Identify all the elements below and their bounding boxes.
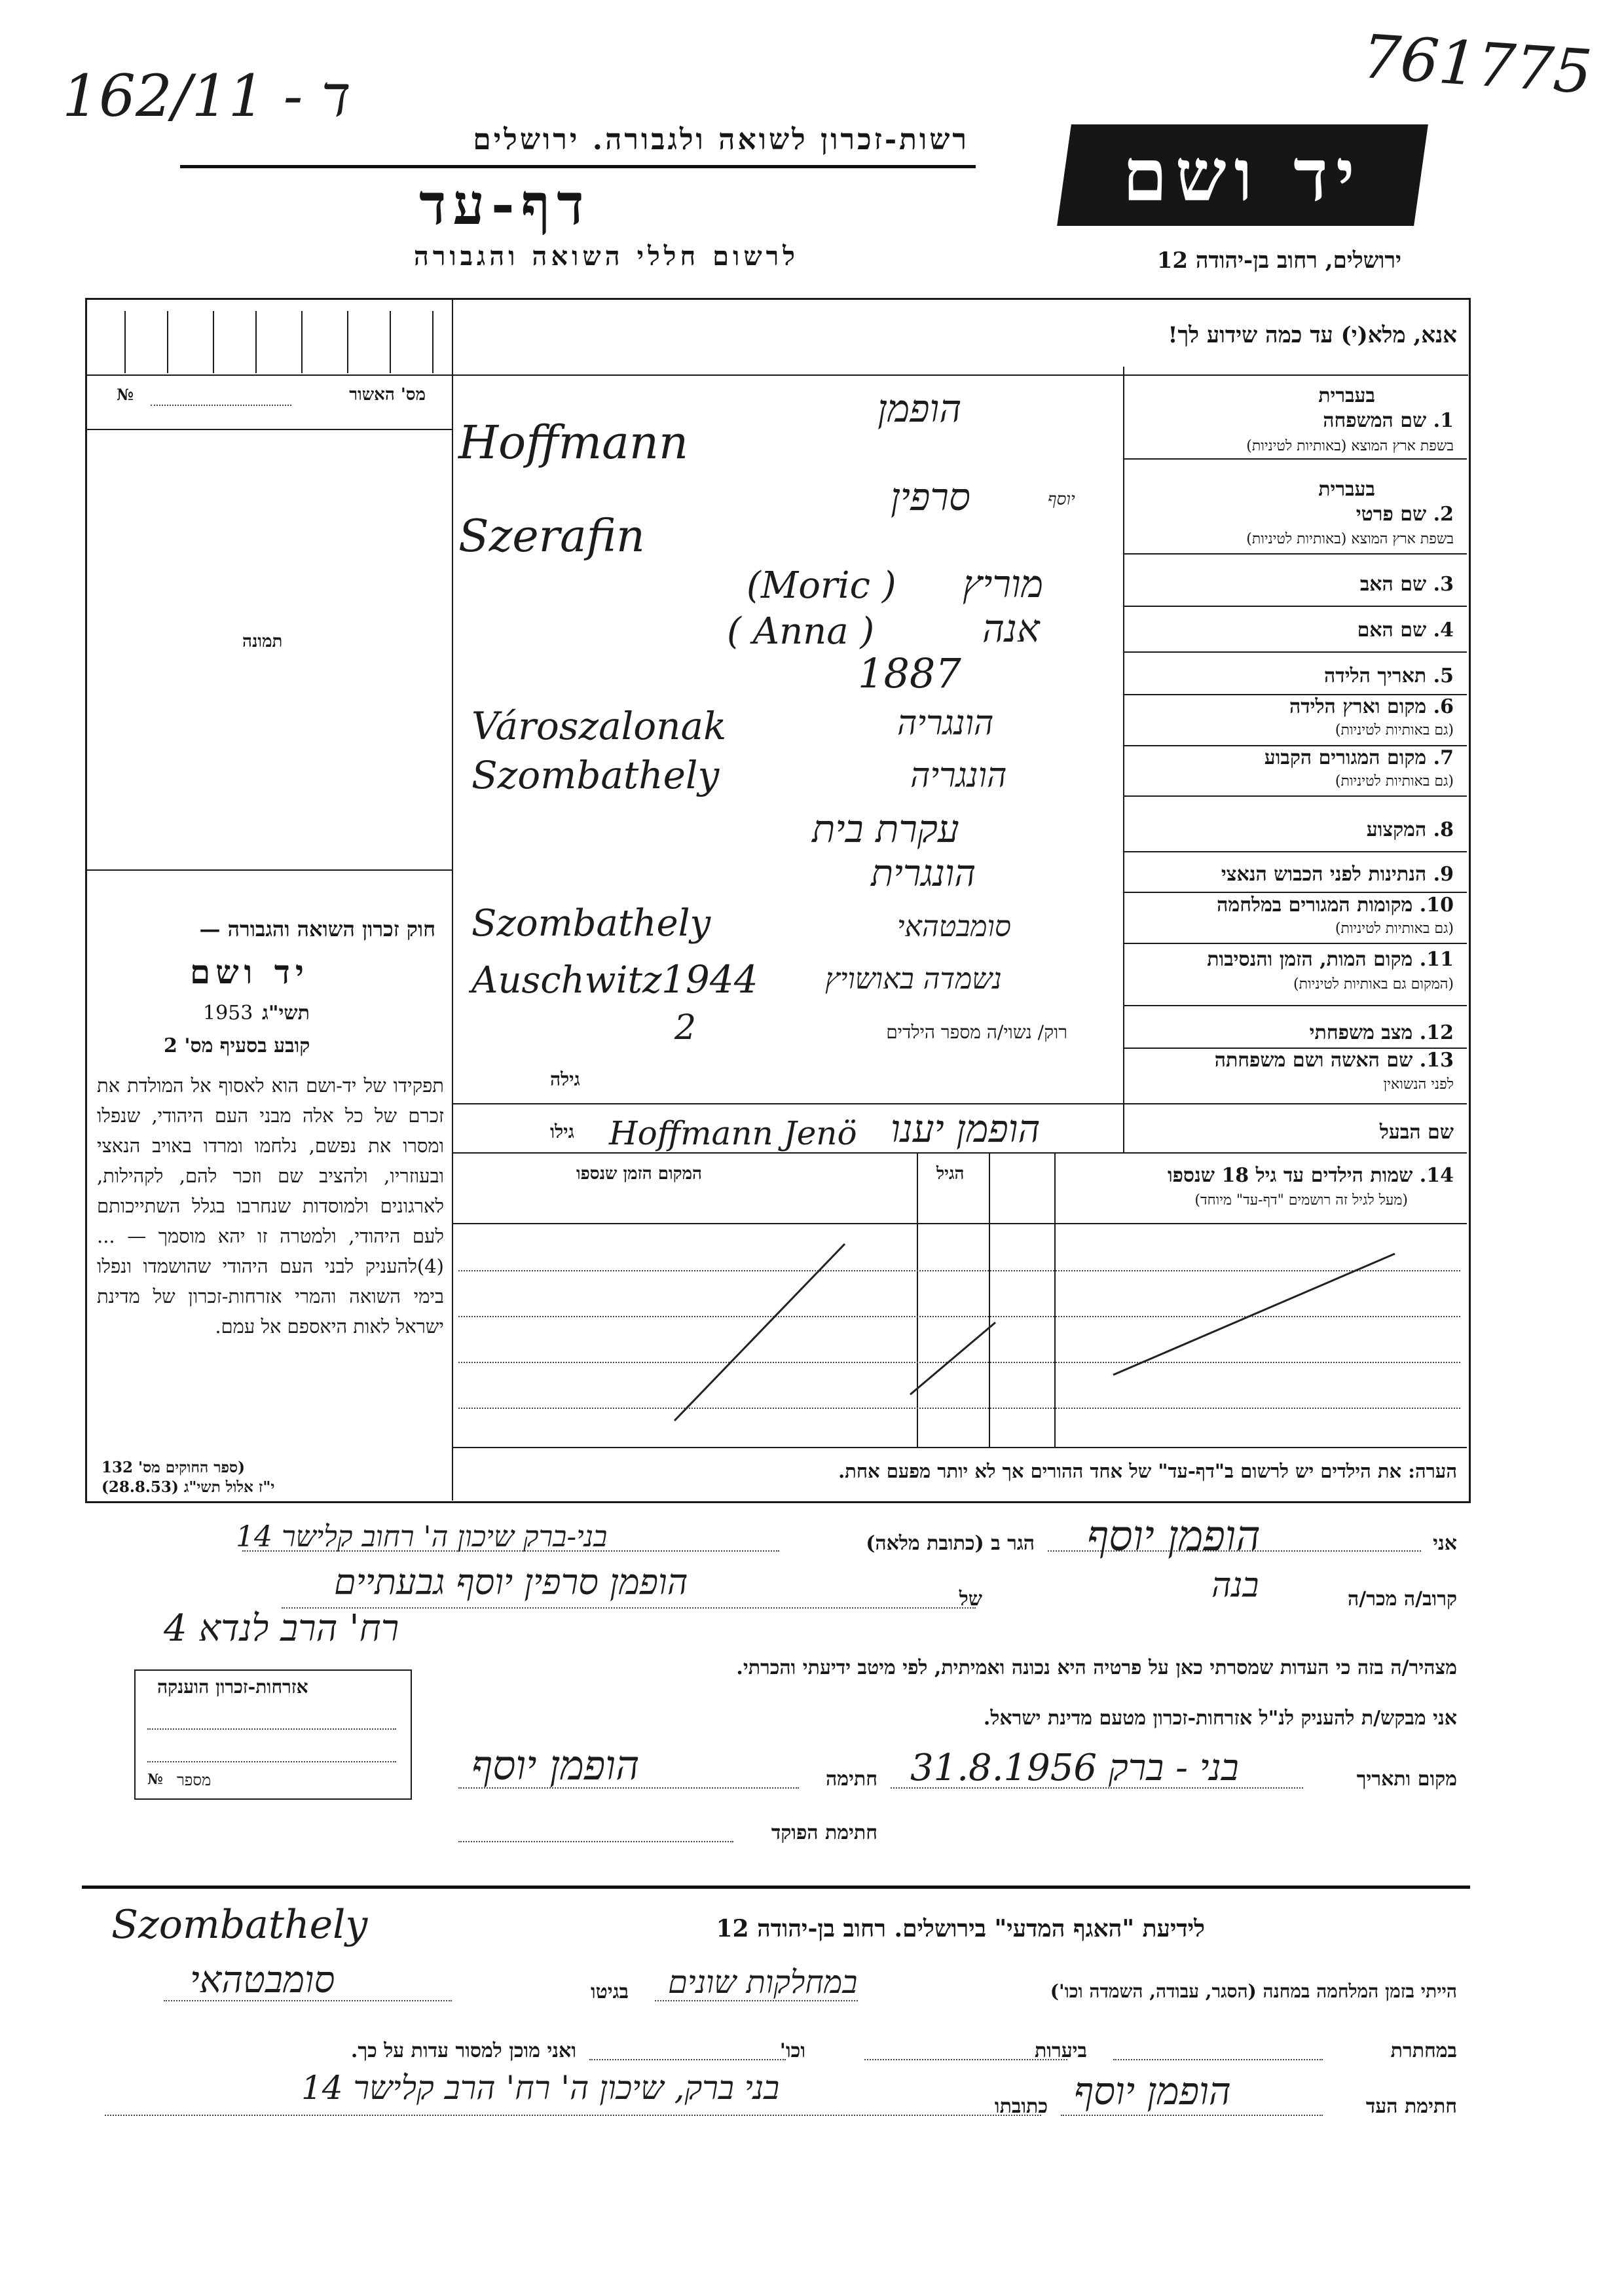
field-1-value-hebrew: הופמן xyxy=(877,386,962,431)
field-9-label: 9. הנתינות לפני הכבוש הנאצי xyxy=(1221,863,1454,886)
authority-underline xyxy=(180,165,976,168)
relative-value: בנה xyxy=(1211,1566,1259,1605)
field-13-label: 13. שם האשה ושם משפחתה xyxy=(1214,1049,1454,1072)
labels-column-separator xyxy=(1123,367,1124,1152)
field-10-label: 10. מקומות המגורים במלחמה xyxy=(1217,894,1454,917)
handwritten-reference-right: 761775 xyxy=(1359,21,1595,108)
signature-label: חתימה xyxy=(826,1768,877,1791)
ghetto-label: בגיטו xyxy=(590,1980,629,2003)
of-value: הופמן סרפין יוסף גבעתיים xyxy=(334,1561,688,1603)
stamp-boxes xyxy=(98,311,445,373)
etc-label: וכו' xyxy=(779,2039,805,2062)
field-11-value-hebrew: נשמדה באושויץ xyxy=(825,962,1002,996)
law-clause: קובע בסעיף מס' 2 xyxy=(164,1034,310,1057)
forests-label: ביערות xyxy=(1034,2039,1087,2062)
form-intro: אנא, מלא(י) עד כמה שידוע לך! xyxy=(1168,322,1457,348)
field-7-value-hebrew: הונגריה xyxy=(910,756,1007,795)
field-9-value: הונגרית xyxy=(871,852,976,895)
wife-age-label: גילה xyxy=(550,1068,580,1090)
hebrew-tag-2: בעברית xyxy=(1318,478,1375,501)
field-6-value-latin: Városzalonak xyxy=(471,704,727,748)
scientific-dept-heading: לידיעת "האגף המדעי" בירושלים. רחוב בן-יהודה 12 xyxy=(716,1915,1205,1942)
cert-number-mark: № xyxy=(117,385,134,404)
relative-label: קרוב/ה מכר/ה xyxy=(1348,1588,1457,1611)
hebrew-tag-1: בעברית xyxy=(1318,384,1375,407)
field-6-label: 6. מקום וארץ הלידה xyxy=(1289,695,1454,718)
camp-statement: הייתי בזמן המלחמה במחנה (הסגר, עבודה, השמדה וכו') xyxy=(1050,1980,1457,2002)
field-4-value-latin: ( Anna ) xyxy=(727,610,875,653)
field-5-label: 5. תאריך הלידה xyxy=(1324,665,1454,687)
field-6-value-hebrew: הונגריה xyxy=(897,704,994,743)
law-title: חוק זכרון השואה והגבורה — xyxy=(199,917,435,941)
address-extra: רח' הרב לנדא 4 xyxy=(164,1607,399,1650)
declarant-label: אני xyxy=(1433,1532,1457,1555)
residence-value: בני-ברק שיכון ה' רחוב קלישר 14 xyxy=(236,1520,608,1554)
residence-label: הגר ב (כתובת מלאה) xyxy=(866,1532,1035,1555)
field-4-label: 4. שם האם xyxy=(1357,619,1454,642)
underground-label: במחתרת xyxy=(1390,2039,1457,2062)
field-10-value-hebrew: סומבטהאי xyxy=(897,910,1011,943)
request-statement: אני מבקש/ת להעניק לנ"ל אזרחות-זכרון מטעם מדינת ישראל. xyxy=(983,1707,1457,1730)
children-age-column: הגיל xyxy=(936,1164,965,1184)
law-year-hebrew: תשי"ג xyxy=(262,1002,310,1025)
husband-age-label: גילו xyxy=(550,1121,574,1142)
witness-signature-value: הופמן יוסף xyxy=(1074,2069,1231,2113)
field-14-label: 14. שמות הילדים עד גיל 18 שנספו xyxy=(1167,1164,1454,1187)
field-1-sub: בשפת ארץ המוצא (באותיות לטיניות) xyxy=(1246,438,1454,454)
field-8-label: 8. המקצוע xyxy=(1366,818,1454,841)
institution-address: ירושלים, רחוב בן-יהודה 12 xyxy=(1156,247,1401,274)
field-13-sub: לפני הנשואין xyxy=(1383,1076,1454,1093)
witness-address-label: כתובתו xyxy=(994,2095,1048,2118)
law-logo: יד ושם xyxy=(190,953,309,991)
ghetto-value: סומבטהאי xyxy=(190,1959,335,2001)
handwritten-reference-left: 162/ד - 11 xyxy=(62,62,351,130)
memorial-box-title: אזרחות-זכרון הוענקה xyxy=(157,1676,308,1698)
place-date-label: מקום ותאריך xyxy=(1356,1768,1457,1791)
field-10-value-latin: Szombathely xyxy=(471,902,711,945)
memorial-box-number: מספר xyxy=(177,1771,212,1789)
field-12-printed: רוק/ נשוי/ה מספר הילדים xyxy=(886,1021,1067,1043)
place-date-value: בני - ברק 31.8.1956 xyxy=(910,1747,1239,1789)
witness-signature-label: חתימת העד xyxy=(1365,2095,1457,2118)
husband-value-hebrew: הופמן יענו xyxy=(891,1106,1041,1151)
declarant-signature: הופמן יוסף xyxy=(471,1741,640,1789)
field-3-value-hebrew: מוריץ xyxy=(963,562,1044,606)
field-2-sub: בשפת ארץ המוצא (באותיות לטיניות) xyxy=(1246,531,1454,547)
logo-text: יד ושם xyxy=(1122,133,1363,217)
field-8-value: עקרת בית xyxy=(812,807,959,851)
official-signature-label: חתימת הפוקד xyxy=(771,1821,877,1844)
law-source-date: י"ז אלול תשי"ג (28.8.53) xyxy=(101,1478,275,1496)
law-source: (ספר החוקים מס' 132 xyxy=(101,1459,245,1476)
field-2-value-extra: יוסף xyxy=(1048,490,1075,509)
field-2-label: 2. שם פרטי xyxy=(1356,503,1454,526)
field-11-sub: (המקום גם באותיות לטיניות) xyxy=(1293,976,1454,993)
document-subtitle: לרשום חללי השואה והגבורה xyxy=(413,241,799,272)
field-12-children-count: 2 xyxy=(674,1008,697,1048)
section-divider xyxy=(82,1886,1470,1889)
field-7-sub: (גם באותיות לטיניות) xyxy=(1335,773,1454,790)
authority-name: רשות-זכרון לשואה ולגבורה. ירושלים xyxy=(473,123,969,156)
field-6-sub: (גם באותיות לטיניות) xyxy=(1335,722,1454,738)
field-7-label: 7. מקום המגורים הקבוע xyxy=(1264,746,1454,769)
field-11-value-year: 1944 xyxy=(661,957,758,1002)
left-column-separator xyxy=(452,299,453,1501)
yad-vashem-logo xyxy=(1057,124,1428,226)
of-label: של xyxy=(959,1588,982,1611)
field-5-value: 1887 xyxy=(858,649,961,697)
field-7-value-latin: Szombathely xyxy=(471,753,720,797)
field-10-sub: (גם באותיות לטיניות) xyxy=(1335,920,1454,937)
field-2-value-hebrew: סרפין xyxy=(891,475,970,519)
children-table-strike xyxy=(458,1224,1460,1447)
field-11-value-latin: Auschwitz xyxy=(471,959,662,1002)
field-3-value-latin: (Moric ) xyxy=(747,564,896,607)
witness-address-value: בני ברק, שיכון ה' רח' הרב קלישר 14 xyxy=(301,2069,780,2107)
declarant-value: הופמן יוסף xyxy=(1087,1512,1261,1561)
ready-statement: ואני מוכן למסור עדות על כך. xyxy=(350,2039,576,2062)
law-body: תפקידו של יד-ושם הוא לאסוף אל המולדת את זכרם של כל אלה מבני העם היהודי, שנפלו ומסרו את נפשם, נלחמו ומרדו באויב הנאצי ובעוזריו, ולהציב שם וזכר להם, לקהילות, לארגונים ולמוסדות שנחרבו בגלל השתייכותם לעם היהודי, ולמטרה זו יהא מוסמך — ...(4)להעניק לבני העם היהודי שהושמדו ונפלו בימי השואה והמרי אזרחות-זכרון של מדינת ישראל לאות היאספם אל עמם. xyxy=(97,1074,444,1338)
field-2-value-latin: Szerafin xyxy=(458,511,645,562)
field-11-label: 11. מקום המות, הזמן והנסיבות xyxy=(1207,948,1454,971)
photo-label: תמונה xyxy=(242,632,283,651)
field-4-value-hebrew: אנה xyxy=(982,606,1040,651)
husband-value-latin: Hoffmann Jenö xyxy=(609,1114,857,1152)
cert-number-label: מס' האשור xyxy=(349,385,426,405)
field-14-sub: (מעל לגיל זה רושמים "דף-עד" מיוחד) xyxy=(1194,1192,1408,1209)
field-3-label: 3. שם האב xyxy=(1359,573,1454,596)
memorial-box-no-mark: № xyxy=(147,1771,163,1788)
husband-label: שם הבעל xyxy=(1379,1121,1454,1144)
field-1-value-latin: Hoffmann xyxy=(458,416,689,469)
law-year: 1953 xyxy=(203,1002,253,1025)
field-12-label: 12. מצב משפחתי xyxy=(1309,1021,1454,1044)
camp-value: במחלקות שונים xyxy=(668,1964,858,2001)
children-place-column: המקום הזמן שנספו xyxy=(576,1164,702,1184)
children-note: הערה: את הילדים יש לרשום ב"דף-עד" של אחד ההורים אך לא יותר מפעם אחת. xyxy=(838,1460,1457,1482)
declaration-statement: מצהיר/ה בזה כי העדות שמסרתי כאן על פרטיה היא נכונה ואמיתית, לפי מיטב ידיעתי והכרתי. xyxy=(736,1656,1457,1679)
bottom-city-hand: Szombathely xyxy=(111,1902,368,1948)
field-1-label: 1. שם המשפחה xyxy=(1323,409,1454,432)
document-title: דף-עד xyxy=(419,172,591,238)
